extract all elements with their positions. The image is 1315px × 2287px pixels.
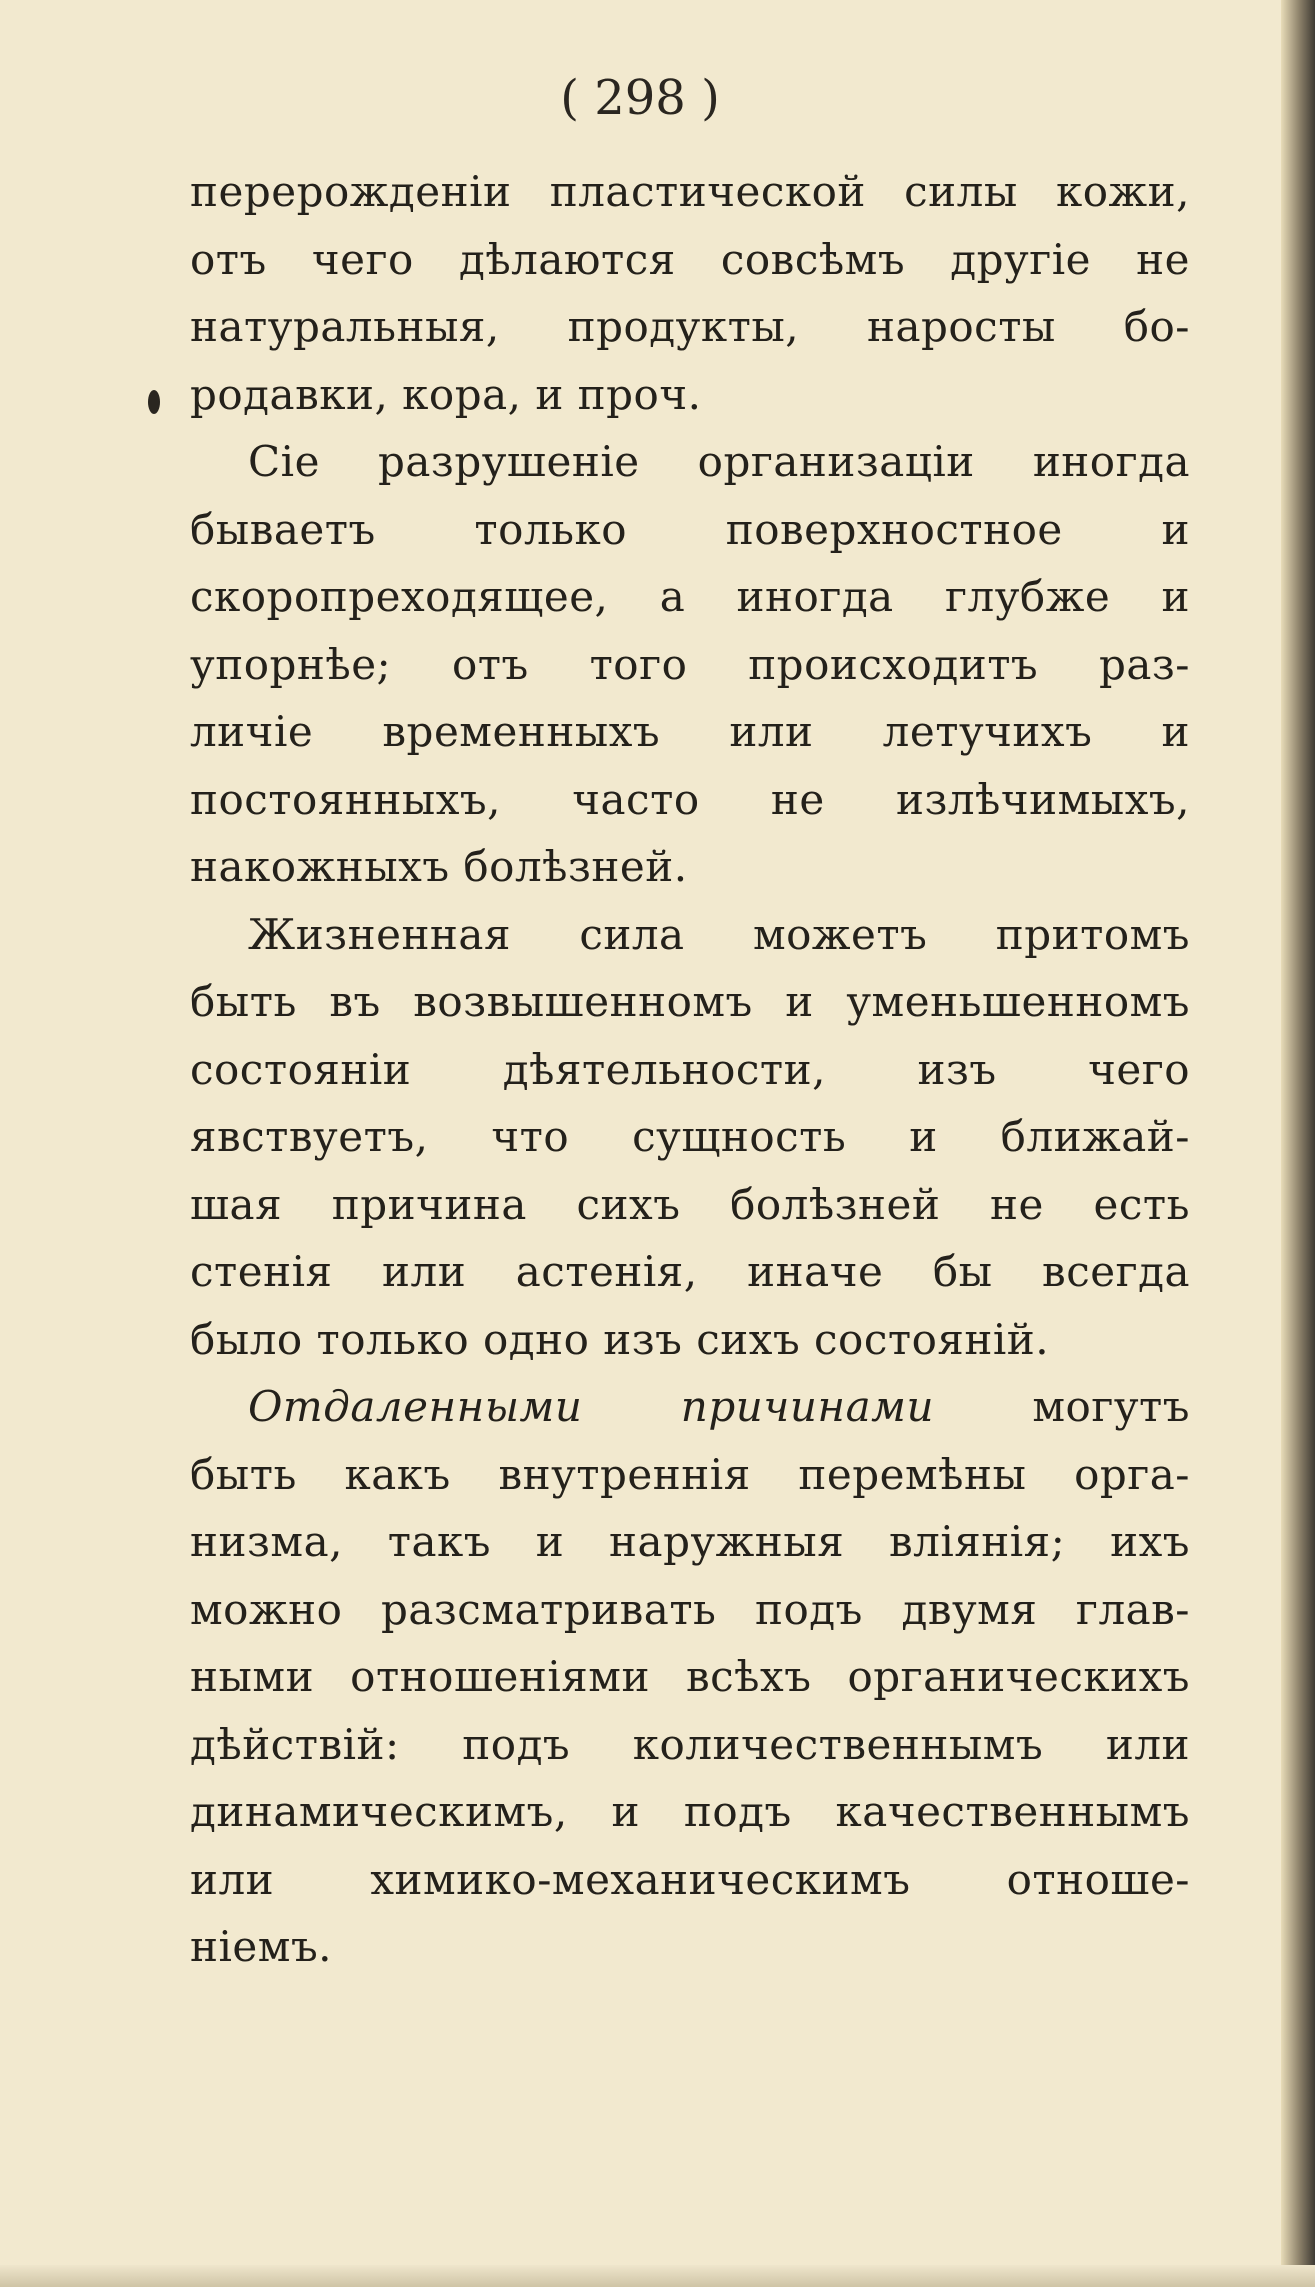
text-line: личіе временныхъ или летучихъ и: [190, 707, 1190, 756]
page-number: ( 298 ): [560, 70, 720, 126]
emphasized-phrase: Отдаленными причинами: [248, 1382, 935, 1431]
text-line: Сіе разрушеніе организаціи иногда: [248, 437, 1190, 486]
text-line: явствуетъ, что сущность и ближай-: [190, 1112, 1190, 1161]
text-line: быть въ возвышенномъ и уменьшенномъ: [190, 977, 1190, 1026]
text-line: отъ чего дѣлаются совсѣмъ другіе не: [190, 234, 1190, 284]
text-line: низма, такъ и наружныя вліянія; ихъ: [190, 1517, 1190, 1566]
text-line: родавки, кора, и проч.: [190, 369, 702, 419]
text-line: упорнѣе; отъ того происходитъ раз-: [190, 639, 1190, 689]
text-line: можно разсматривать подъ двумя глав-: [190, 1584, 1190, 1634]
text-line: или химико-механическимъ отноше-: [190, 1854, 1190, 1904]
text-line: быть какъ внутреннія перемѣны орга-: [190, 1449, 1190, 1499]
page-bottom-edge: [0, 2265, 1315, 2287]
text-line-emphasis: [190, 1373, 1190, 1441]
text-fragment: могутъ: [1032, 1382, 1190, 1431]
text-line: шая причина сихъ болѣзней не есть: [190, 1179, 1190, 1229]
body-text: [190, 158, 1190, 1981]
text-line: ными отношеніями всѣхъ органическихъ: [190, 1652, 1190, 1701]
text-line: Жизненная сила можетъ притомъ: [248, 909, 1190, 959]
text-line: бываетъ только поверхностное и: [190, 504, 1190, 554]
text-line: состояніи дѣятельности, изъ чего: [190, 1044, 1190, 1094]
text-line: ніемъ.: [190, 1922, 333, 1971]
text-line: перерожденіи пластической силы кожи,: [190, 167, 1190, 216]
text-line: скоропреходящее, а иногда глубже и: [190, 572, 1190, 621]
page-edge-shadow: [1281, 0, 1315, 2287]
text-line: постоянныхъ, часто не излѣчимыхъ,: [190, 774, 1190, 824]
text-line: динамическимъ, и подъ качественнымъ: [190, 1787, 1190, 1836]
text-line: стенія или астенія, иначе бы всегда: [190, 1247, 1190, 1296]
text-line: накожныхъ болѣзней.: [190, 842, 688, 891]
text-line: было только одно изъ сихъ состояній.: [190, 1314, 1050, 1364]
ink-blot: [148, 390, 160, 414]
text-line: дѣйствій: подъ количественнымъ или: [190, 1719, 1190, 1769]
text-line: натуральныя, продукты, наросты бо-: [190, 302, 1190, 351]
